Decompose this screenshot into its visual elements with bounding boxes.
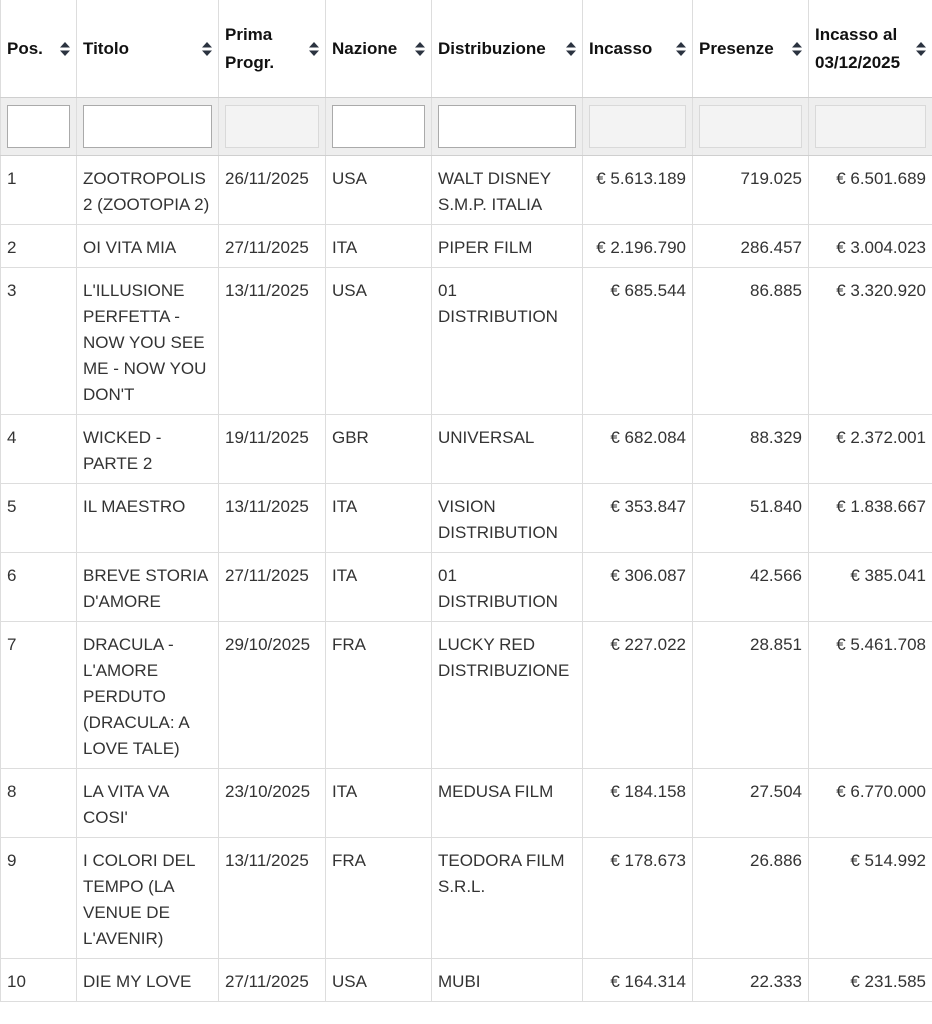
cell-titolo: DRACULA - L'AMORE PERDUTO (DRACULA: A LOVE TALE) (77, 622, 219, 769)
column-header-label: Presenze (699, 38, 774, 58)
cell-incasso-al: € 6.501.689 (809, 156, 932, 225)
table-row (1, 838, 932, 959)
cell-presenze: 88.329 (693, 415, 809, 484)
column-header-titolo[interactable] (77, 0, 219, 98)
cell-incasso: € 184.158 (583, 769, 693, 838)
cell-presenze: 719.025 (693, 156, 809, 225)
table-row (1, 622, 932, 769)
cell-presenze: 26.886 (693, 838, 809, 959)
filter-input-prima-progr (225, 105, 319, 148)
cell-pos: 10 (1, 959, 77, 1002)
cell-distribuzione: 01 DISTRIBUTION (432, 553, 583, 622)
cell-incasso-al: € 385.041 (809, 553, 932, 622)
filter-cell (326, 98, 432, 156)
sort-icon[interactable] (202, 42, 212, 56)
cell-incasso-al: € 6.770.000 (809, 769, 932, 838)
cell-nazione: USA (326, 959, 432, 1002)
cell-incasso: € 227.022 (583, 622, 693, 769)
column-header-label: Distribuzione (438, 38, 546, 58)
column-header-label: Titolo (83, 38, 129, 58)
cell-titolo: I COLORI DEL TEMPO (LA VENUE DE L'AVENIR) (77, 838, 219, 959)
cell-pos: 2 (1, 225, 77, 268)
filter-row (1, 98, 932, 156)
cell-distribuzione: UNIVERSAL (432, 415, 583, 484)
table-row (1, 769, 932, 838)
cell-titolo: WICKED - PARTE 2 (77, 415, 219, 484)
table-row (1, 156, 932, 225)
cell-prima-progr: 27/11/2025 (219, 553, 326, 622)
sort-icon[interactable] (792, 42, 802, 56)
filter-cell (809, 98, 932, 156)
cell-nazione: FRA (326, 622, 432, 769)
cell-titolo: BREVE STORIA D'AMORE (77, 553, 219, 622)
cell-incasso: € 164.314 (583, 959, 693, 1002)
cell-prima-progr: 26/11/2025 (219, 156, 326, 225)
cell-prima-progr: 23/10/2025 (219, 769, 326, 838)
cell-distribuzione: VISION DISTRIBUTION (432, 484, 583, 553)
cell-prima-progr: 27/11/2025 (219, 225, 326, 268)
cell-presenze: 51.840 (693, 484, 809, 553)
cell-distribuzione: PIPER FILM (432, 225, 583, 268)
cell-presenze: 22.333 (693, 959, 809, 1002)
cell-pos: 4 (1, 415, 77, 484)
column-header-label: Nazione (332, 38, 398, 58)
cell-incasso-al: € 3.320.920 (809, 268, 932, 415)
column-header-incasso[interactable] (583, 0, 693, 98)
cell-distribuzione: 01 DISTRIBUTION (432, 268, 583, 415)
column-header-pos[interactable] (1, 0, 77, 98)
cell-prima-progr: 13/11/2025 (219, 484, 326, 553)
cell-distribuzione: WALT DISNEY S.M.P. ITALIA (432, 156, 583, 225)
table-row (1, 553, 932, 622)
cell-nazione: GBR (326, 415, 432, 484)
sort-icon[interactable] (566, 42, 576, 56)
filter-cell (219, 98, 326, 156)
column-header-label: Incasso al 03/12/2025 (815, 24, 901, 72)
column-header-presenze[interactable] (693, 0, 809, 98)
cell-pos: 6 (1, 553, 77, 622)
cell-titolo: L'ILLUSIONE PERFETTA - NOW YOU SEE ME - NOW YOU DON'T (77, 268, 219, 415)
cell-distribuzione: MUBI (432, 959, 583, 1002)
filter-cell (1, 98, 77, 156)
column-header-incasso-al[interactable] (809, 0, 932, 98)
cell-distribuzione: TEODORA FILM S.R.L. (432, 838, 583, 959)
cell-nazione: USA (326, 156, 432, 225)
cell-nazione: ITA (326, 553, 432, 622)
cell-prima-progr: 29/10/2025 (219, 622, 326, 769)
sort-icon[interactable] (60, 42, 70, 56)
filter-cell (693, 98, 809, 156)
cell-prima-progr: 19/11/2025 (219, 415, 326, 484)
filter-cell (583, 98, 693, 156)
cell-pos: 5 (1, 484, 77, 553)
cell-pos: 1 (1, 156, 77, 225)
cell-pos: 8 (1, 769, 77, 838)
cell-presenze: 27.504 (693, 769, 809, 838)
table-row (1, 959, 932, 1002)
cell-distribuzione: MEDUSA FILM (432, 769, 583, 838)
column-header-distribuzione[interactable] (432, 0, 583, 98)
column-header-nazione[interactable] (326, 0, 432, 98)
sort-icon[interactable] (676, 42, 686, 56)
filter-input-titolo[interactable] (83, 105, 212, 148)
cell-incasso-al: € 3.004.023 (809, 225, 932, 268)
filter-input-nazione[interactable] (332, 105, 425, 148)
filter-input-incasso-al (815, 105, 926, 148)
column-header-prima-progr[interactable] (219, 0, 326, 98)
cell-titolo: LA VITA VA COSI' (77, 769, 219, 838)
cell-prima-progr: 13/11/2025 (219, 838, 326, 959)
cell-nazione: ITA (326, 769, 432, 838)
table-row (1, 415, 932, 484)
cell-incasso: € 682.084 (583, 415, 693, 484)
sort-icon[interactable] (916, 42, 926, 56)
table-row (1, 268, 932, 415)
cell-presenze: 42.566 (693, 553, 809, 622)
cell-prima-progr: 27/11/2025 (219, 959, 326, 1002)
cell-titolo: OI VITA MIA (77, 225, 219, 268)
cell-nazione: ITA (326, 225, 432, 268)
cell-incasso-al: € 2.372.001 (809, 415, 932, 484)
table-row (1, 484, 932, 553)
cell-pos: 3 (1, 268, 77, 415)
filter-cell (432, 98, 583, 156)
cell-presenze: 28.851 (693, 622, 809, 769)
cell-incasso: € 353.847 (583, 484, 693, 553)
cell-pos: 9 (1, 838, 77, 959)
filter-input-distribuzione[interactable] (438, 105, 576, 148)
filter-input-incasso (589, 105, 686, 148)
cell-incasso: € 178.673 (583, 838, 693, 959)
header-row (1, 0, 932, 98)
cell-pos: 7 (1, 622, 77, 769)
cell-titolo: ZOOTROPOLIS 2 (ZOOTOPIA 2) (77, 156, 219, 225)
cell-nazione: FRA (326, 838, 432, 959)
table-row (1, 225, 932, 268)
cell-nazione: ITA (326, 484, 432, 553)
cell-incasso-al: € 5.461.708 (809, 622, 932, 769)
cell-incasso-al: € 514.992 (809, 838, 932, 959)
column-header-label: Pos. (7, 38, 43, 58)
cell-titolo: DIE MY LOVE (77, 959, 219, 1002)
cell-presenze: 86.885 (693, 268, 809, 415)
sort-icon[interactable] (309, 42, 319, 56)
column-header-label: Incasso (589, 38, 653, 58)
cell-nazione: USA (326, 268, 432, 415)
cell-prima-progr: 13/11/2025 (219, 268, 326, 415)
cell-incasso: € 5.613.189 (583, 156, 693, 225)
filter-cell (77, 98, 219, 156)
filter-input-pos[interactable] (7, 105, 70, 148)
cell-presenze: 286.457 (693, 225, 809, 268)
cell-incasso: € 685.544 (583, 268, 693, 415)
cell-incasso-al: € 1.838.667 (809, 484, 932, 553)
cell-incasso-al: € 231.585 (809, 959, 932, 1002)
column-header-label: Prima Progr. (225, 24, 275, 72)
cell-incasso: € 306.087 (583, 553, 693, 622)
filter-input-presenze (699, 105, 802, 148)
cell-distribuzione: LUCKY RED DISTRIBUZIONE (432, 622, 583, 769)
sort-icon[interactable] (415, 42, 425, 56)
cell-incasso: € 2.196.790 (583, 225, 693, 268)
cell-titolo: IL MAESTRO (77, 484, 219, 553)
